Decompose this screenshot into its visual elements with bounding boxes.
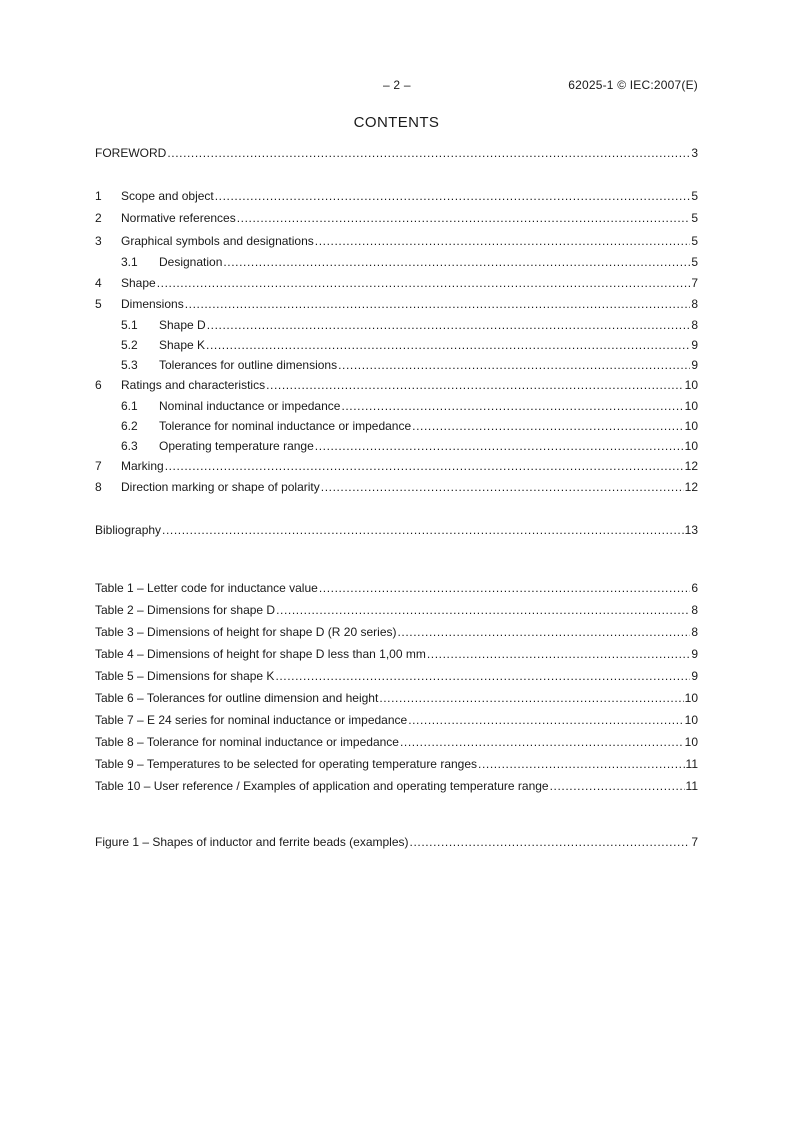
dot-leader [185, 295, 691, 313]
toc-entry-page: 8 [691, 318, 698, 332]
toc-entry-title: Table 9 – Temperatures to be selected for operating temperature ranges [95, 757, 478, 771]
toc-entry-page: 9 [691, 669, 698, 683]
toc-entry-page: 11 [685, 779, 698, 793]
toc-entry-title: Dimensions [121, 297, 184, 311]
dot-leader [206, 336, 690, 354]
toc-entry-section[interactable] [95, 232, 698, 250]
toc-entry-title: Table 2 – Dimensions for shape D [95, 603, 276, 617]
dot-leader [276, 601, 690, 619]
dot-leader [207, 316, 691, 334]
toc-entry-section[interactable] [95, 295, 698, 313]
dot-leader [165, 457, 684, 475]
toc-entry-title: Ratings and characteristics [121, 378, 266, 392]
dot-leader [410, 833, 691, 851]
dot-leader [223, 253, 690, 271]
toc-entry-table[interactable] [95, 755, 698, 773]
dot-leader [315, 232, 691, 250]
subsection-number: 5.3 [121, 358, 138, 372]
toc-entry-title: Shape K [159, 338, 206, 352]
toc-entry-page: 8 [691, 625, 698, 639]
toc-entry-page: 10 [684, 419, 698, 433]
subsection-number: 6.1 [121, 399, 138, 413]
section-number: 3 [95, 234, 102, 248]
toc-entry-title: Shape [121, 276, 156, 290]
toc-entry-subsection[interactable] [95, 336, 698, 354]
toc-entry-title: Designation [159, 255, 223, 269]
contents-title: CONTENTS [353, 114, 440, 131]
toc-entry-section[interactable] [95, 274, 698, 292]
toc-entry-section[interactable] [95, 457, 698, 475]
subsection-number: 5.2 [121, 338, 138, 352]
dot-leader [275, 667, 690, 685]
section-number: 7 [95, 459, 102, 473]
toc-entry-title: Table 4 – Dimensions of height for shape D less than 1,00 mm [95, 647, 426, 661]
toc-entry-page: 13 [684, 523, 698, 537]
section-number: 2 [95, 211, 102, 225]
toc-entry-page: 10 [684, 735, 698, 749]
dot-leader [167, 144, 690, 162]
dot-leader [321, 478, 684, 496]
toc-entry-page: 7 [691, 276, 698, 290]
toc-entry-table[interactable] [95, 711, 698, 729]
toc-entry-page: 8 [691, 603, 698, 617]
toc-entry-title: Table 3 – Dimensions of height for shape D (R 20 series) [95, 625, 397, 639]
toc-entry-title: Table 6 – Tolerances for outline dimension and height [95, 691, 379, 705]
toc-entry-title: Bibliography [95, 523, 162, 537]
toc-entry-subsection[interactable] [95, 253, 698, 271]
toc-entry-title: Scope and object [121, 189, 214, 203]
dot-leader [319, 579, 690, 597]
toc-entry-table[interactable] [95, 777, 698, 795]
toc-entry-section[interactable] [95, 187, 698, 205]
dot-leader [338, 356, 690, 374]
toc-entry-page: 9 [691, 338, 698, 352]
dot-leader [157, 274, 691, 292]
dot-leader [427, 645, 690, 663]
dot-leader [341, 397, 683, 415]
toc-entry-page: 10 [684, 691, 698, 705]
toc-entry-title: Table 1 – Letter code for inductance value [95, 581, 318, 595]
toc-entry-page: 11 [685, 757, 698, 771]
toc-entry-foreword[interactable] [95, 144, 698, 162]
toc-entry-title: Marking [121, 459, 164, 473]
dot-leader [397, 623, 690, 641]
dot-leader [412, 417, 683, 435]
toc-entry-subsection[interactable] [95, 417, 698, 435]
page-number: – 2 – [383, 78, 411, 92]
toc-entry-table[interactable] [95, 689, 698, 707]
toc-entry-table[interactable] [95, 733, 698, 751]
toc-entry-section[interactable] [95, 376, 698, 394]
toc-entry-title: Graphical symbols and designations [121, 234, 314, 248]
toc-entry-page: 5 [691, 234, 698, 248]
toc-entry-page: 12 [684, 480, 698, 494]
toc-entry-title: Operating temperature range [159, 439, 314, 453]
toc-entry-title: FOREWORD [95, 146, 167, 160]
section-number: 5 [95, 297, 102, 311]
toc-entry-page: 10 [684, 399, 698, 413]
toc-entry-table[interactable] [95, 601, 698, 619]
toc-entry-page: 5 [691, 255, 698, 269]
toc-entry-page: 9 [691, 647, 698, 661]
subsection-number: 6.2 [121, 419, 138, 433]
toc-entry-table[interactable] [95, 623, 698, 641]
dot-leader [408, 711, 683, 729]
toc-entry-title: Shape D [159, 318, 206, 332]
toc-entry-page: 3 [691, 146, 698, 160]
toc-entry-subsection[interactable] [95, 437, 698, 455]
toc-entry-page: 9 [691, 358, 698, 372]
toc-entry-title: Direction marking or shape of polarity [121, 480, 320, 494]
toc-entry-page: 10 [684, 378, 698, 392]
toc-entry-subsection[interactable] [95, 316, 698, 334]
toc-entry-section[interactable] [95, 209, 698, 227]
toc-entry-title: Tolerance for nominal inductance or impedance [159, 419, 412, 433]
section-number: 1 [95, 189, 102, 203]
toc-entry-table[interactable] [95, 645, 698, 663]
toc-entry-page: 10 [684, 439, 698, 453]
dot-leader [215, 187, 691, 205]
toc-entry-subsection[interactable] [95, 356, 698, 374]
toc-entry-table[interactable] [95, 579, 698, 597]
toc-entry-table[interactable] [95, 667, 698, 685]
dot-leader [315, 437, 684, 455]
toc-entry-page: 5 [691, 211, 698, 225]
section-number: 6 [95, 378, 102, 392]
toc-entry-title: Table 7 – E 24 series for nominal inductance or impedance [95, 713, 408, 727]
toc-entry-page: 12 [684, 459, 698, 473]
toc-entry-title: Table 5 – Dimensions for shape K [95, 669, 275, 683]
toc-entry-title: Table 8 – Tolerance for nominal inductance or impedance [95, 735, 399, 749]
dot-leader [237, 209, 691, 227]
subsection-number: 3.1 [121, 255, 138, 269]
section-number: 4 [95, 276, 102, 290]
toc-entry-bibliography[interactable] [95, 521, 698, 539]
toc-entry-title: Normative references [121, 211, 236, 225]
toc-entry-title: Tolerances for outline dimensions [159, 358, 338, 372]
dot-leader [400, 733, 684, 751]
dot-leader [266, 376, 684, 394]
toc-entry-title: Figure 1 – Shapes of inductor and ferrite beads (examples) [95, 835, 409, 849]
subsection-number: 6.3 [121, 439, 138, 453]
toc-entry-title: Nominal inductance or impedance [159, 399, 341, 413]
toc-entry-page: 8 [691, 297, 698, 311]
subsection-number: 5.1 [121, 318, 138, 332]
toc-entry-page: 7 [691, 835, 698, 849]
dot-leader [478, 755, 685, 773]
dot-leader [162, 521, 684, 539]
dot-leader [550, 777, 685, 795]
document-reference: 62025-1 © IEC:2007(E) [568, 78, 698, 92]
toc-entry-page: 10 [684, 713, 698, 727]
toc-entry-section[interactable] [95, 478, 698, 496]
toc-entry-figure[interactable] [95, 833, 698, 851]
toc-entry-title: Table 10 – User reference / Examples of application and operating temperature range [95, 779, 549, 793]
toc-entry-subsection[interactable] [95, 397, 698, 415]
toc-entry-page: 6 [691, 581, 698, 595]
dot-leader [379, 689, 683, 707]
toc-entry-page: 5 [691, 189, 698, 203]
section-number: 8 [95, 480, 102, 494]
